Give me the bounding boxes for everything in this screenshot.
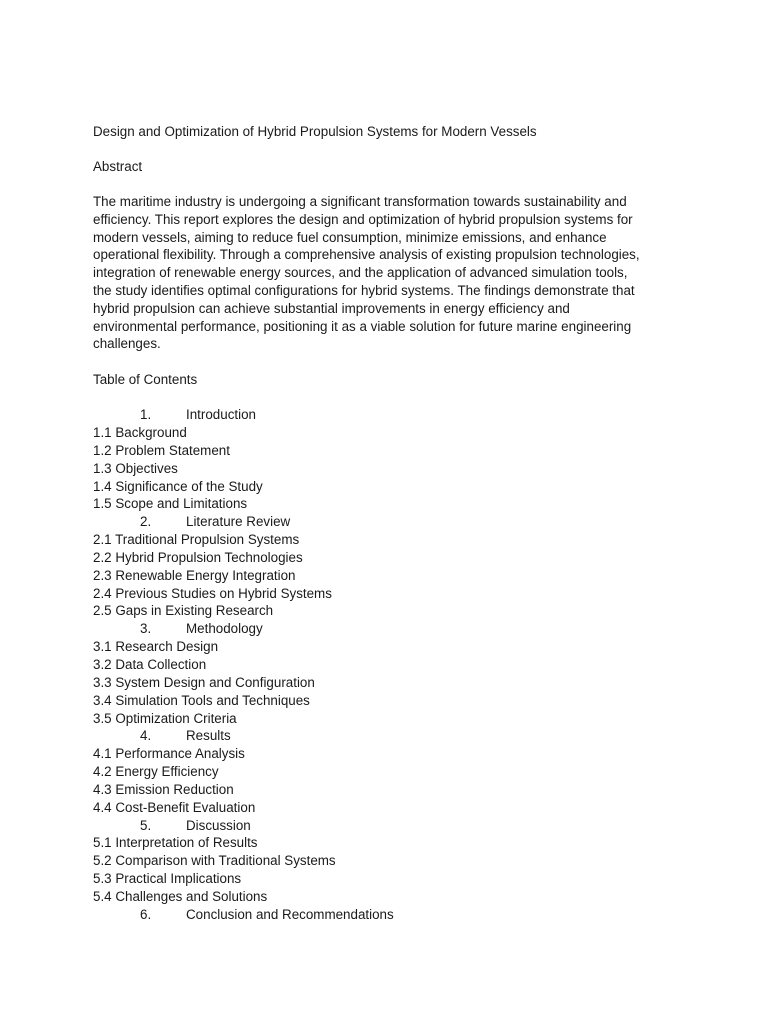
abstract-line: operational flexibility. Through a comprehensive analysis of existing propulsion technologies,	[93, 247, 640, 263]
toc-section-item: 5.2 Comparison with Traditional Systems	[93, 853, 336, 869]
toc-section-item: 3.1 Research Design	[93, 639, 219, 655]
abstract-line: the study identifies optimal configurations for hybrid systems. The findings demonstrate that	[93, 282, 635, 298]
toc-section-item: 2.3 Renewable Energy Integration	[93, 567, 296, 583]
table-of-contents	[93, 406, 683, 923]
abstract-line: hybrid propulsion can achieve substantial improvements in energy efficiency and	[93, 300, 570, 316]
toc-section-item: 1.3 Objectives	[93, 460, 178, 476]
toc-chapter-label: Discussion	[186, 817, 251, 833]
toc-section-item: 4.1 Performance Analysis	[93, 746, 245, 762]
toc-section-item: 2.5 Gaps in Existing Research	[93, 603, 274, 619]
abstract-line: integration of renewable energy sources, and the application of advanced simulation tools,	[93, 265, 628, 281]
toc-chapter-number: 5.	[140, 817, 152, 833]
toc-section-item: 5.4 Challenges and Solutions	[93, 888, 268, 904]
toc-section-item: 2.2 Hybrid Propulsion Technologies	[93, 549, 303, 565]
toc-section-item: 5.3 Practical Implications	[93, 871, 242, 887]
toc-chapter-label: Results	[186, 728, 231, 744]
toc-section-item: 1.5 Scope and Limitations	[93, 496, 248, 512]
document-title: Design and Optimization of Hybrid Propulsion Systems for Modern Vessels	[93, 124, 537, 139]
toc-chapter-item	[93, 406, 683, 424]
abstract-heading: Abstract	[93, 159, 143, 174]
abstract-line: The maritime industry is undergoing a significant transformation towards sustainability and	[93, 194, 627, 209]
abstract-line: environmental performance, positioning it as a viable solution for future marine engineering	[93, 318, 632, 334]
document-page	[93, 123, 683, 924]
toc-section-item: 1.1 Background	[93, 425, 187, 441]
toc-chapter-label: Introduction	[186, 407, 256, 423]
toc-chapter-item	[93, 817, 683, 835]
toc-section-item: 2.4 Previous Studies on Hybrid Systems	[93, 585, 332, 601]
toc-chapter-item	[93, 906, 683, 924]
abstract-line: challenges.	[93, 336, 161, 352]
toc-chapter-number: 1.	[140, 407, 152, 423]
abstract-paragraph	[93, 193, 683, 353]
toc-section-item: 2.1 Traditional Propulsion Systems	[93, 532, 300, 548]
toc-chapter-label: Conclusion and Recommendations	[186, 906, 394, 922]
toc-section-item: 1.2 Problem Statement	[93, 442, 230, 458]
toc-section-item: 3.2 Data Collection	[93, 656, 207, 672]
toc-chapter-number: 3.	[140, 621, 152, 637]
toc-section-item: 4.2 Energy Efficiency	[93, 764, 219, 780]
toc-chapter-item	[93, 727, 683, 745]
abstract-line: modern vessels, aiming to reduce fuel consumption, minimize emissions, and enhance	[93, 229, 607, 245]
toc-section-item: 1.4 Significance of the Study	[93, 478, 263, 494]
toc-section-item: 3.3 System Design and Configuration	[93, 674, 315, 690]
toc-chapter-item	[93, 620, 683, 638]
toc-chapter-label: Literature Review	[186, 514, 291, 530]
abstract-line: efficiency. This report explores the design and optimization of hybrid propulsion systems for	[93, 211, 633, 227]
toc-section-item: 4.4 Cost-Benefit Evaluation	[93, 799, 256, 815]
toc-section-item: 3.5 Optimization Criteria	[93, 710, 237, 726]
toc-heading: Table of Contents	[93, 372, 198, 388]
toc-section-item: 5.1 Interpretation of Results	[93, 835, 258, 851]
toc-chapter-number: 2.	[140, 514, 152, 530]
toc-chapter-number: 6.	[140, 906, 152, 922]
toc-chapter-item	[93, 513, 683, 531]
toc-chapter-number: 4.	[140, 728, 152, 744]
toc-section-item: 4.3 Emission Reduction	[93, 781, 234, 797]
toc-chapter-label: Methodology	[186, 621, 263, 637]
toc-section-item: 3.4 Simulation Tools and Techniques	[93, 692, 310, 708]
